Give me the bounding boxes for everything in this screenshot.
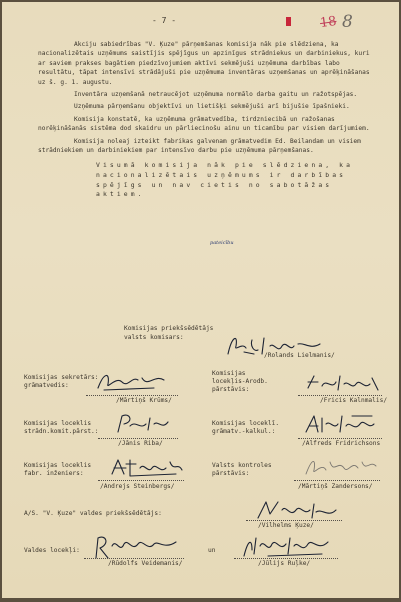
signatory-name: /Mārtiņš Zandersons/ bbox=[298, 483, 373, 490]
signature-line bbox=[234, 558, 338, 559]
signature-line bbox=[294, 480, 380, 481]
conclusion-paragraph: Visumā komisija nāk pie slēdziena, ka nacionalizētais uzņēmums ir darbības spējīgs un nav cietis no sabotāžas aktiem. bbox=[96, 161, 354, 199]
signatory-name: /Alfreds Fridrichsons bbox=[302, 440, 381, 447]
page-number: - 7 - bbox=[152, 16, 177, 25]
document-body bbox=[38, 40, 376, 200]
paragraph: Komisija noleaj izteikt fabrikas galvenam grāmatvedim Ed. Beilandam un visiem strādniekiem un darbiniekiem par intensīvo darbu pie uzņēmuma pārņemšanas. bbox=[38, 137, 361, 155]
board-member-name: /Rūdolfs Veidemanis/ bbox=[108, 560, 183, 567]
stamped-folio-number: 18 bbox=[319, 13, 338, 32]
signature-line bbox=[298, 395, 382, 396]
paragraph: Inventāra uzņemšanā netraucējot uzņēmuma normālo darba gaitu un ražotspējas. bbox=[74, 91, 358, 99]
paragraph: Komisija konstatē, ka uzņēmuma grāmatvedība, tirdzniecibā un ražošanas norēķināšanās sistēma dod skaidru un pārliecinošu ainu un ticamību par visiem darījumiem. bbox=[38, 115, 370, 133]
chairman-title-line1: Komisijas priekšsēdētājs bbox=[124, 325, 214, 332]
handwritten-insert: pateicību bbox=[210, 240, 234, 246]
signature-line bbox=[84, 558, 184, 559]
signature-krums bbox=[94, 368, 174, 394]
document-page bbox=[2, 2, 399, 598]
board-members-label: Valdes locekļi: bbox=[24, 547, 80, 554]
board-member-name: /Jūlijs Ruļke/ bbox=[258, 560, 311, 567]
signatory-name: /Fricis Kalnmalis/ bbox=[320, 397, 388, 404]
signatory-label: Komisijas sekretārs: grāmatvedis: bbox=[24, 374, 99, 389]
paragraph: Akciju sabiedrības "V. Ķuze" pārņemšanas komisija nāk pie slēdziena, ka nacionalizētais uzņēmums saistījis spējīgus un apzinīgus strādniekus un darbiniekus, kuri ar saviem prakses bagātiem piedzīvojumiem aktīvi sekmējuši uzņēmuma darbības labo resultātu, tāpat intensīvi strādājuši pie uzņēmuma inventāras uzņemšanas un aprēķināšanas uz š. g. 1. augustu. bbox=[38, 41, 370, 86]
signature-line bbox=[98, 480, 184, 481]
signature-line bbox=[246, 520, 342, 521]
chairman-title-line2: valsts komisars: bbox=[124, 334, 184, 342]
paragraph: Uzņēmuma pārņemšanu objektīvi un lietišķi sekmējuši arī bijušie īpašnieki. bbox=[74, 103, 350, 111]
signature-kalnmalis bbox=[304, 372, 384, 394]
signature-zandersons bbox=[302, 452, 382, 482]
signature-line bbox=[86, 395, 178, 396]
conjunction: un bbox=[208, 547, 216, 554]
signatory-label: Komisijas loceklis fabr. inženiers: bbox=[24, 462, 92, 477]
red-pencil-mark bbox=[286, 17, 291, 26]
signatory-label: Komisijas locekļis-Arodb. pārstāvis: bbox=[212, 370, 268, 393]
signatory-label: Komisijas loceklis strādn.komit.pārst.: bbox=[24, 420, 99, 435]
board-chair-name: /Vilhelms Ķuze/ bbox=[258, 522, 314, 529]
signatory-name: /Mārtiņš Krūms/ bbox=[116, 397, 172, 404]
pencil-folio-number: 8 bbox=[342, 12, 353, 32]
signature-steinbergs bbox=[106, 454, 186, 480]
signature-line bbox=[98, 438, 178, 439]
signature-fridrichsons bbox=[302, 412, 386, 436]
signature-line bbox=[298, 438, 382, 439]
signatory-name: /Andrejs Steinbergs/ bbox=[100, 483, 175, 490]
board-chair-label: A/S. "V. Ķuze" valdes priekšsēdētājs: bbox=[24, 510, 162, 517]
signature-riba bbox=[112, 410, 172, 436]
chairman-title bbox=[124, 324, 213, 342]
signatory-label: Valsts kontroles pārstāvis: bbox=[212, 462, 272, 477]
signatory-name: /Jānis Riba/ bbox=[118, 440, 163, 447]
signatory-label: Komisijas loceklī. grāmatv.-kalkul.: bbox=[212, 420, 280, 435]
chairman-name: /Rolands Lielmanis/ bbox=[264, 352, 335, 359]
